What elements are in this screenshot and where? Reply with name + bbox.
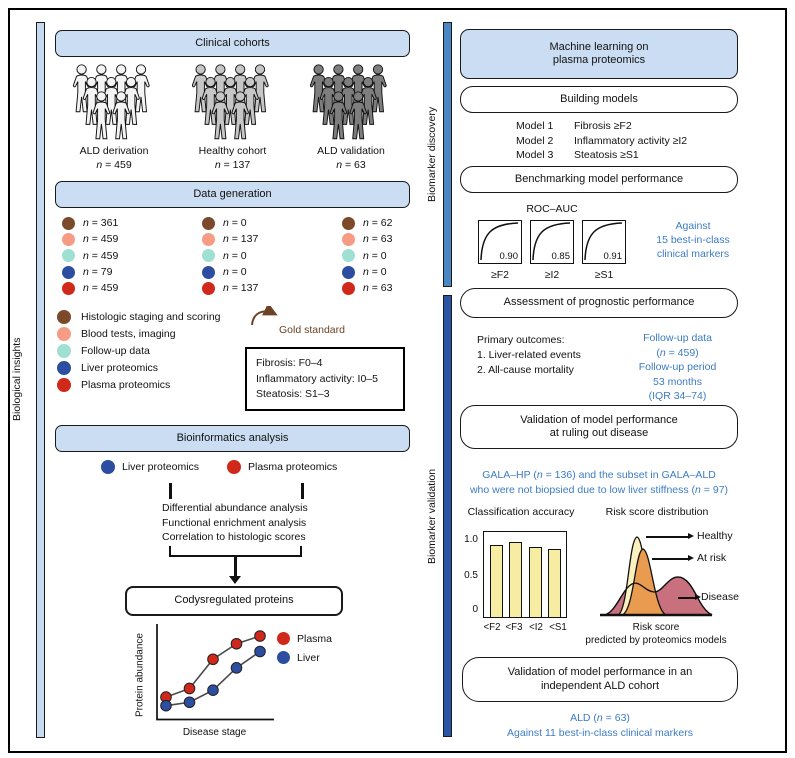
model-id: Model 1 bbox=[516, 120, 554, 132]
count-label: n = 79 bbox=[83, 266, 113, 279]
datatype-dot bbox=[202, 282, 215, 295]
rail-label-biomarker-validation: Biomarker validation bbox=[426, 468, 438, 564]
ald-validation-note bbox=[462, 711, 738, 741]
roc-plot-f2 bbox=[478, 220, 522, 264]
scatter-point bbox=[231, 663, 242, 674]
note-line: Follow-up period bbox=[638, 361, 717, 373]
gold-standard-label: Gold standard bbox=[279, 324, 345, 336]
legend-dot bbox=[57, 378, 71, 392]
note-line: Against bbox=[675, 220, 711, 232]
criteria-line: Steatosis: S1–3 bbox=[256, 388, 330, 400]
panel-independent-validation bbox=[462, 657, 738, 702]
data-count-row bbox=[62, 280, 118, 296]
count-label: n = 361 bbox=[83, 217, 119, 230]
followup-note bbox=[615, 331, 740, 404]
datatype-dot bbox=[202, 249, 215, 262]
roc-auc-title: ROC–AUC bbox=[526, 203, 578, 215]
analysis-step: Correlation to histologic scores bbox=[162, 531, 306, 544]
data-count-row bbox=[342, 264, 393, 280]
category-label: <F3 bbox=[505, 622, 523, 633]
crowd-icon bbox=[188, 62, 278, 140]
datatype-dot bbox=[342, 217, 355, 230]
codysregulated-proteins-box bbox=[125, 586, 343, 616]
legend-label: Blood tests, imaging bbox=[81, 327, 176, 340]
outcome-line: 2. All-cause mortality bbox=[477, 364, 574, 376]
xlabel-line: Risk score bbox=[632, 622, 680, 633]
data-count-row bbox=[342, 248, 393, 264]
datatype-dot bbox=[202, 217, 215, 230]
cohort-name: ALD derivation bbox=[79, 145, 149, 157]
data-count-row bbox=[202, 280, 258, 296]
count-label: n = 137 bbox=[223, 282, 259, 295]
data-counts-derivation bbox=[62, 215, 118, 296]
scatter-point bbox=[208, 685, 219, 696]
count-label: n = 63 bbox=[363, 282, 393, 295]
data-count-row bbox=[202, 231, 258, 247]
accuracy-categories bbox=[481, 622, 569, 633]
note-line: Against 11 best-in-class clinical markers bbox=[507, 727, 693, 739]
model-id: Model 3 bbox=[516, 149, 554, 162]
cohort-n: n = 63 bbox=[336, 159, 366, 171]
plot-legend-liver bbox=[277, 651, 320, 664]
legend-row bbox=[57, 325, 221, 342]
plasma-dot bbox=[277, 632, 290, 645]
protein-plot-xlabel: Disease stage bbox=[182, 727, 247, 738]
datatype-dot bbox=[62, 249, 75, 262]
data-count-row bbox=[62, 264, 118, 280]
panel-ruling-out bbox=[460, 405, 738, 449]
legend-row bbox=[57, 377, 221, 394]
accuracy-bar bbox=[548, 549, 561, 617]
scatter-point bbox=[161, 700, 172, 711]
roc-plot-i2 bbox=[530, 220, 574, 264]
legend-row bbox=[57, 342, 221, 359]
count-label: n = 0 bbox=[223, 249, 247, 262]
data-count-row bbox=[342, 280, 393, 296]
legend-dot bbox=[57, 344, 71, 358]
cohort-name: Healthy cohort bbox=[198, 145, 267, 157]
data-count-row bbox=[62, 215, 118, 231]
note-line: 15 best-in-class bbox=[656, 234, 730, 246]
count-label: n = 0 bbox=[223, 217, 247, 230]
cohort-name: ALD validation bbox=[317, 145, 385, 157]
ytick: 0.5 bbox=[464, 570, 478, 581]
count-label: n = 137 bbox=[223, 233, 259, 246]
data-count-row bbox=[202, 215, 258, 231]
input-label: Plasma proteomics bbox=[248, 461, 338, 473]
biomarker-validation-bar bbox=[443, 295, 452, 737]
legend-dot bbox=[57, 327, 71, 341]
data-generation-title: Data generation bbox=[193, 187, 272, 200]
count-label: n = 0 bbox=[363, 249, 387, 262]
criteria-line: Fibrosis: F0–4 bbox=[256, 357, 323, 369]
note-line: 53 months bbox=[652, 375, 703, 388]
legend-label: Liver proteomics bbox=[81, 362, 159, 375]
model-target: Steatosis ≥S1 bbox=[574, 149, 639, 162]
panel-clinical-cohorts bbox=[55, 30, 410, 57]
note-line: Follow-up data bbox=[643, 332, 712, 344]
roc-threshold-label: ≥I2 bbox=[544, 269, 560, 281]
note-line: ALD (n = 63) bbox=[570, 712, 630, 724]
datatype-dot bbox=[342, 249, 355, 262]
roc-plot-s1 bbox=[582, 220, 626, 264]
cohort-ald-validation bbox=[292, 62, 410, 171]
panel-machine-learning bbox=[460, 29, 738, 79]
scatter-point bbox=[231, 638, 242, 649]
datatype-dot bbox=[62, 282, 75, 295]
healthy-label: Healthy bbox=[697, 530, 733, 542]
healthy-arrow-icon bbox=[646, 536, 688, 538]
datatype-dot bbox=[62, 233, 75, 246]
outcome-line: Primary outcomes: bbox=[477, 334, 565, 346]
disease-arrow-icon bbox=[678, 597, 695, 599]
panel-benchmarking bbox=[460, 166, 738, 193]
model-row bbox=[516, 148, 687, 163]
accuracy-bar bbox=[490, 545, 503, 617]
independent-title-line: Validation of model performance in an bbox=[507, 666, 693, 678]
crowd-icon bbox=[69, 62, 159, 140]
note-line: GALA–HP (n = 136) and the subset in GALA–ALD bbox=[482, 469, 716, 481]
count-label: n = 62 bbox=[363, 217, 393, 230]
biological-insights-bar bbox=[36, 22, 45, 738]
protein-plot-ylabel: Protein abundance bbox=[134, 633, 146, 717]
model-row bbox=[516, 119, 687, 134]
connector-line bbox=[169, 483, 172, 499]
histology-criteria-box bbox=[245, 347, 405, 411]
risk-score-xlabel bbox=[577, 622, 735, 647]
scatter-point bbox=[255, 631, 266, 642]
datatype-dot bbox=[342, 266, 355, 279]
outcome-line: 1. Liver-related events bbox=[477, 349, 581, 361]
datatype-dot bbox=[62, 217, 75, 230]
count-label: n = 63 bbox=[363, 233, 393, 246]
ml-title-line: plasma proteomics bbox=[552, 54, 646, 66]
count-label: n = 459 bbox=[83, 282, 119, 295]
crowd-icon bbox=[306, 62, 396, 140]
cohort-n: n = 137 bbox=[214, 159, 251, 171]
liver-dot bbox=[277, 651, 290, 664]
data-count-row bbox=[202, 264, 258, 280]
category-label: <S1 bbox=[549, 622, 567, 633]
model-list bbox=[516, 119, 687, 163]
roc-auc-value: 0.91 bbox=[603, 251, 622, 262]
model-row bbox=[516, 134, 687, 149]
legend-dot bbox=[57, 310, 71, 324]
ml-title-line: Machine learning on bbox=[549, 40, 649, 53]
note-line: who were not biopsied due to low liver stiffness (n = 97) bbox=[469, 484, 729, 496]
connector-line bbox=[301, 483, 304, 499]
model-target: Fibrosis ≥F2 bbox=[574, 120, 632, 132]
ruling-title-line: at ruling out disease bbox=[549, 427, 649, 439]
legend-row bbox=[57, 360, 221, 377]
roc-threshold-label: ≥F2 bbox=[490, 269, 510, 281]
panel-building-models bbox=[460, 86, 738, 113]
model-target: Inflammatory activity ≥I2 bbox=[574, 134, 688, 147]
clinical-cohorts-title: Clinical cohorts bbox=[195, 36, 270, 49]
data-count-row bbox=[62, 248, 118, 264]
count-label: n = 0 bbox=[223, 266, 247, 279]
analysis-step: Functional enrichment analysis bbox=[162, 516, 307, 529]
codysregulated-proteins-label: Codysregulated proteins bbox=[174, 594, 294, 607]
independent-title-line: independent ALD cohort bbox=[540, 679, 660, 692]
rail-label-biomarker-discovery: Biomarker discovery bbox=[426, 106, 438, 203]
note-line: (IQR 34–74) bbox=[648, 390, 707, 402]
gala-cohort-note bbox=[460, 468, 738, 498]
category-label: <F2 bbox=[483, 622, 501, 633]
data-count-row bbox=[202, 248, 258, 264]
ytick: 0 bbox=[472, 604, 478, 615]
data-count-row bbox=[62, 231, 118, 247]
plot-legend-plasma bbox=[277, 632, 332, 645]
datatype-dot bbox=[342, 233, 355, 246]
input-plasma-proteomics bbox=[227, 460, 337, 474]
disease-label: Disease bbox=[701, 591, 739, 603]
datatype-dot bbox=[342, 282, 355, 295]
scatter-point bbox=[184, 683, 195, 694]
building-models-title: Building models bbox=[560, 92, 638, 105]
criteria-line: Inflammatory activity: I0–5 bbox=[256, 372, 378, 385]
legend-label: Follow-up data bbox=[81, 344, 150, 357]
xlabel-line: predicted by proteomics models bbox=[585, 634, 727, 646]
plasma-dot bbox=[227, 460, 241, 474]
risk-distribution-title: Risk score distribution bbox=[605, 506, 709, 518]
datatype-legend bbox=[57, 308, 221, 394]
analysis-step: Differential abundance analysis bbox=[162, 502, 308, 514]
protein-abundance-plot bbox=[152, 622, 277, 725]
roc-threshold-label: ≥S1 bbox=[594, 269, 614, 281]
count-label: n = 459 bbox=[83, 249, 119, 262]
ruling-title-line: Validation of model performance bbox=[520, 413, 678, 426]
datatype-dot bbox=[62, 266, 75, 279]
cohort-ald-derivation bbox=[55, 62, 173, 171]
input-label: Liver proteomics bbox=[122, 461, 200, 473]
accuracy-bar bbox=[529, 547, 542, 617]
ytick: 1.0 bbox=[464, 534, 478, 545]
primary-outcomes bbox=[477, 333, 581, 378]
scatter-point bbox=[255, 646, 266, 657]
legend-label: Liver bbox=[297, 651, 320, 664]
roc-auc-value: 0.85 bbox=[551, 251, 570, 262]
cohort-healthy bbox=[174, 62, 292, 171]
scatter-point bbox=[208, 654, 219, 665]
rail-label-biological-insights: Biological insights bbox=[11, 337, 23, 421]
atrisk-label: At risk bbox=[697, 552, 727, 564]
arrow-stem bbox=[234, 556, 237, 577]
legend-dot bbox=[57, 361, 71, 375]
data-counts-validation bbox=[342, 215, 393, 296]
accuracy-bar bbox=[509, 542, 522, 618]
count-label: n = 459 bbox=[83, 233, 119, 246]
input-liver-proteomics bbox=[101, 460, 199, 474]
datatype-dot bbox=[202, 233, 215, 246]
arrow-head-icon bbox=[229, 576, 241, 584]
prognostic-title: Assessment of prognostic performance bbox=[503, 296, 695, 309]
legend-row bbox=[57, 308, 221, 325]
cohort-groups bbox=[55, 62, 410, 171]
count-label: n = 0 bbox=[363, 266, 387, 279]
category-label: <I2 bbox=[529, 622, 543, 633]
roc-auc-value: 0.90 bbox=[499, 251, 518, 262]
cohort-n: n = 459 bbox=[96, 159, 132, 171]
liver-dot bbox=[101, 460, 115, 474]
biomarker-discovery-bar bbox=[443, 22, 452, 287]
data-count-row bbox=[342, 215, 393, 231]
classification-accuracy-title: Classification accuracy bbox=[467, 506, 575, 518]
datatype-dot bbox=[202, 266, 215, 279]
note-line: clinical markers bbox=[656, 248, 730, 260]
model-id: Model 2 bbox=[516, 134, 554, 147]
note-line: (n = 459) bbox=[656, 346, 699, 359]
data-counts-healthy bbox=[202, 215, 258, 296]
atrisk-arrow-icon bbox=[652, 558, 688, 560]
bioinformatics-title: Bioinformatics analysis bbox=[176, 431, 289, 444]
against-markers-note bbox=[638, 219, 748, 261]
benchmarking-title: Benchmarking model performance bbox=[514, 172, 684, 185]
panel-prognostic bbox=[460, 288, 738, 318]
accuracy-bar-chart bbox=[483, 531, 567, 618]
legend-label: Histologic staging and scoring bbox=[81, 310, 221, 323]
legend-label: Plasma proteomics bbox=[81, 379, 171, 392]
data-count-row bbox=[342, 231, 393, 247]
panel-bioinformatics bbox=[55, 425, 410, 452]
panel-data-generation bbox=[55, 181, 410, 208]
legend-label: Plasma bbox=[297, 632, 333, 645]
analysis-steps bbox=[162, 501, 308, 545]
scatter-point bbox=[184, 697, 195, 708]
